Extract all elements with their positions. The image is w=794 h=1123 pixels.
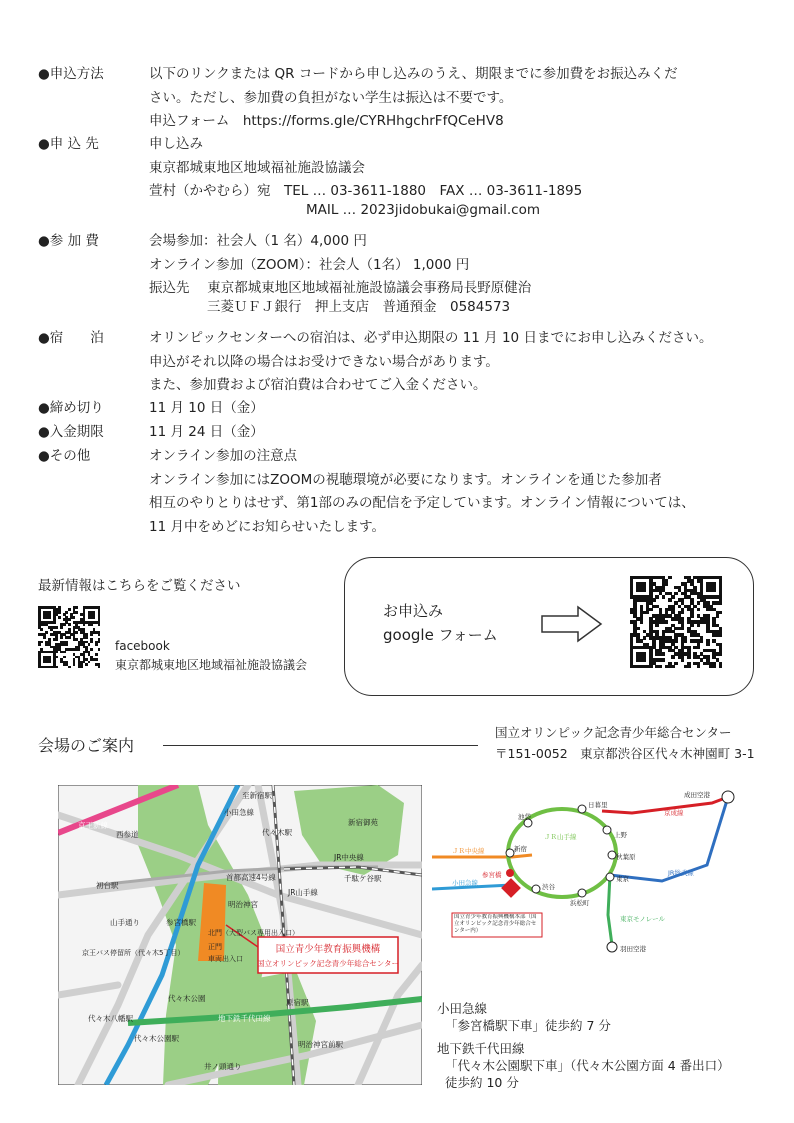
row-text: 11 月 24 日（金） [149,424,264,440]
map-keio-label: 京王新線 [78,821,108,830]
application-qr-code[interactable] [630,576,722,668]
row-text[interactable]: 申込フォーム https://forms.gle/CYRHhgchrFfQCeHV8 [149,113,504,129]
row-text: オンライン参加にはZOOMの視聴環境が必要になります。オンラインを通じた参加者 [149,471,662,488]
map-main-gate-label: 正門 [208,943,222,951]
access-chiyoda: 地下鉄千代田線 [437,1041,525,1056]
map-niyet-label: 国立青少年教育振興機構 [275,944,381,955]
map-gyoen-label: 新宿御苑 [348,818,378,827]
area-map [58,785,422,1085]
row-text: 相互のやりとりはせず、第1部のみの配信を予定しています。オンライン情報については、 [149,495,695,511]
map-yoyogi-label: 代々木駅 [262,828,292,837]
rail-keisei: 京成線 [664,809,684,817]
map-vehicle-gate-label: 車両出入口 [208,955,243,963]
map-inokashira-label: 井ノ頭通り [204,1062,242,1071]
apply-label: お申込み [383,602,444,620]
map-nishisando-label: 西参道 [116,830,139,839]
map-bus-stop-label: 京王バス停留所（代々木5丁目） [82,949,185,957]
row-label: ●宿 泊 [38,330,104,346]
rail-yamanote: ＪＲ山手線 [544,833,577,841]
rail-shibuya: 渋谷 [542,883,555,891]
row-text: 会場参加：社会人（1 名）4,000 円 [149,233,367,249]
organization-name: 東京都城東地区地域福祉施設協議会 [115,658,308,672]
facebook-label: facebook [115,639,170,653]
map-sangubashi-label: 参宮橋駅 [166,918,196,927]
row-text: さい。ただし、参加費の負担がない学生は振込は不要です。 [149,89,513,106]
row-text: 11 月中をめどにお知らせいたします。 [149,518,385,535]
map-yoyogikoen-label: 代々木公園駅 [134,1034,179,1043]
rail-odakyu: 小田急線 [452,879,478,887]
mail-address: MAIL … 2023jidobukai@gmail.com [306,202,541,218]
map-sendagaya-label: 千駄ケ谷駅 [344,874,382,883]
rail-shinjuku: 新宿 [514,845,527,853]
map-jr-chuo-label: JR中央線 [334,853,364,862]
map-harajuku-label: 原宿駅 [286,998,309,1007]
row-text: オンライン参加（ZOOM）：社会人（1名） 1,000 円 [149,256,470,273]
map-yamate-label: 山手通り [110,918,140,927]
row-text: 振込先 東京都城東地区地域福祉施設協議会事務局長野原健治 [149,280,532,296]
rail-map [432,785,752,965]
rail-monorail: 東京モノレール [620,915,666,923]
rail-haneda: 羽田空港 [620,945,646,953]
row-text: 申込がそれ以降の場合はお受けできない場合があります。 [149,353,499,370]
map-hatsudai-label: 初台駅 [96,881,119,890]
row-label: ●締め切り [38,400,104,416]
bank-account: 三菱ＵＦＪ銀行 押上支店 普通預金 0584573 [207,299,511,315]
row-label: ●申込方法 [38,66,104,82]
row-label: ●申 込 先 [38,136,99,152]
rail-sobu: JR総武線 [668,869,694,877]
row-label: ●参 加 費 [38,233,99,249]
map-meiji-jingumae-label: 明治神宮前駅 [298,1040,343,1049]
rail-sangubashi: 参宮橋 [482,871,502,879]
map-meiji-label: 明治神宮 [228,900,258,909]
rail-hamamatsucho: 浜松町 [570,899,590,907]
rail-akihabara: 秋葉原 [616,853,636,861]
access-chiyoda-time: 徒歩約 10 分 [445,1075,519,1090]
row-text: 11 月 10 日（金） [149,400,264,416]
map-hachiman-label: 代々木八幡駅 [88,1014,133,1023]
map-chiyoda-label: 地下鉄千代田線 [218,1014,271,1023]
row-text: 申し込み [149,136,203,152]
rail-ueno: 上野 [614,831,627,839]
arrow-right-icon [540,604,604,644]
rail-narita: 成田空港 [684,791,710,799]
rail-nippori: 日暮里 [588,801,608,809]
facebook-qr-code[interactable] [38,606,100,668]
venue-name: 国立オリンピック記念青少年総合センター [495,725,732,740]
row-text: オリンピックセンターへの宿泊は、必ず申込期限の 11 月 10 日までにお申し込みください。 [149,330,713,346]
map-center-label: 国立オリンピック記念青少年総合センター [257,959,399,968]
venue-address: 〒151-0052 東京都渋谷区代々木神園町 3-1 [495,746,755,761]
map-expressway-label: 首都高速4号線 [226,873,276,882]
access-chiyoda-walk: 「代々木公園駅下車」（代々木公園方面 4 番出口） [445,1058,730,1073]
venue-heading: 会場のご案内 [38,736,135,755]
row-text: オンライン参加の注意点 [149,448,298,464]
row-text: また、参加費および宿泊費は合わせてご入金ください。 [149,377,487,393]
divider [163,745,478,746]
access-odakyu-walk: 「参宮橋駅下車」徒歩約 7 分 [445,1018,611,1033]
row-text: 以下のリンクまたは QR コードから申し込みのうえ、期限までに参加費をお振込みくだ [149,66,678,82]
access-odakyu: 小田急線 [437,1001,488,1016]
row-label: ●その他 [38,448,91,464]
row-label: ●入金期限 [38,424,104,440]
map-yamanote-label: JR山手線 [288,888,318,897]
map-shinjuku-label: 至新宿駅 [242,791,272,800]
rail-ikebukuro: 池袋 [518,813,531,821]
row-text: 東京都城東地区地域福祉施設協議会 [149,159,365,176]
info-heading: 最新情報はこちらをご覧ください [38,578,241,594]
row-text: 萱村（かやむら）宛 TEL … 03-3611-1880 FAX … 03-3611-1895 [149,183,583,199]
rail-tokyo: 東京 [616,875,629,883]
rail-chuo: ＪＲ中央線 [452,847,485,855]
google-form-label: google フォーム [383,626,498,644]
rail-note: 国立青少年教育振興機構本部（国立オリンピック記念青少年総合センター内） [454,914,537,934]
map-yoyogi-park-label: 代々木公園 [168,994,206,1003]
map-north-gate-label: 北門（大型バス専用出入口） [208,929,299,937]
map-odakyu-label: 小田急線 [224,808,254,817]
